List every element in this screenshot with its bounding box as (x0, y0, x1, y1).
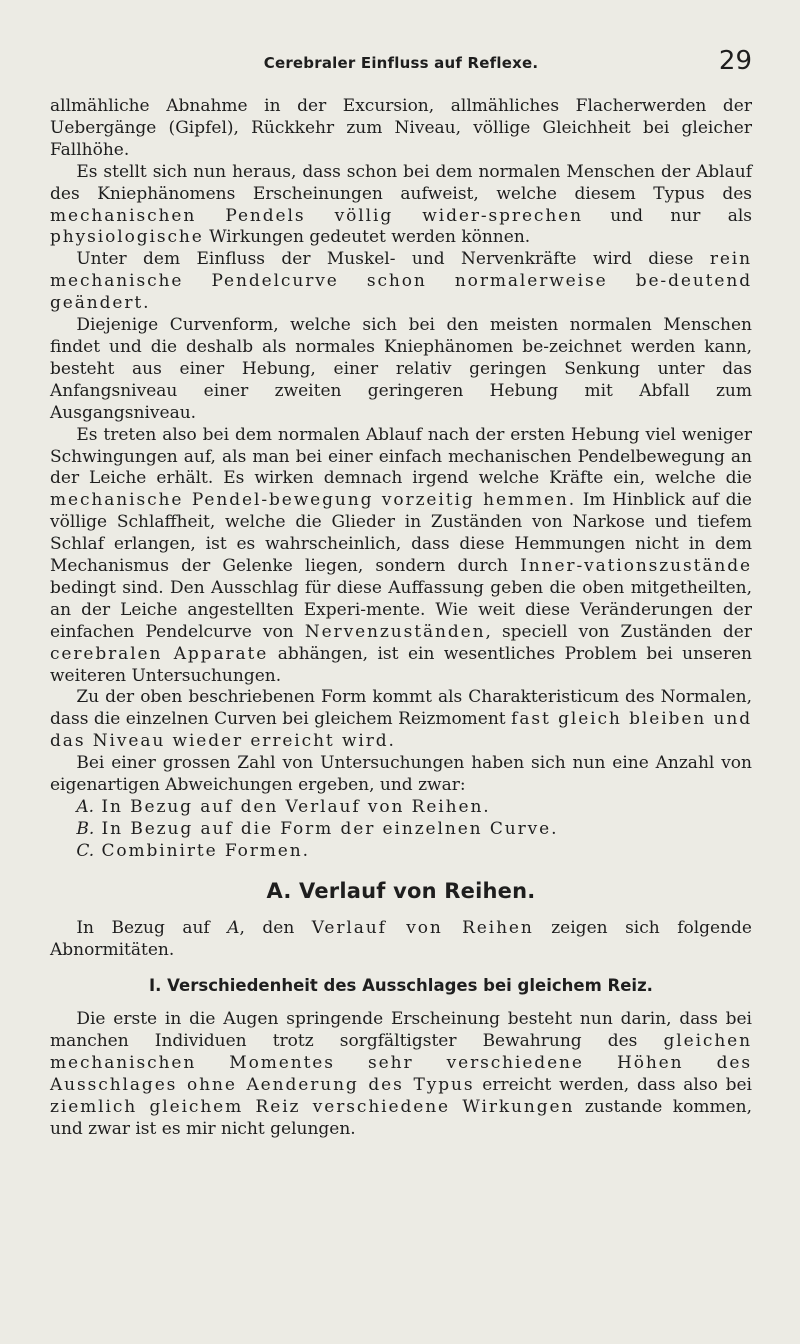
list-item (50, 841, 752, 863)
list-text: In Bezug auf die Form der einzelnen Curve. (94, 818, 559, 839)
text-run: Es treten also bei dem normalen Ablauf nach der ersten Hebung viel weniger Schwingungen auf, als man bei einer einfach mechanischen Pendelbewegung an der Leiche erhält. Es wirken demnach irgend welche Kräfte ein, welche die (50, 424, 752, 489)
text-run: , speciell von Zuständen der (485, 621, 752, 642)
running-title: Cerebraler Einfluss auf Reflexe. (263, 54, 539, 72)
text-run: zustande kommen, und zwar ist es mir nicht gelungen. (50, 1096, 752, 1139)
emphasis-text: fast gleich bleiben und das Niveau wieder erreicht wird. (50, 709, 752, 752)
emphasis-text: Nervenzuständen (304, 621, 486, 642)
page-number: 29 (718, 46, 752, 76)
text-run: Im Hinblick auf die völlige Schlaffheit, welche die Glieder in Zuständen von Narkose und tiefem Schlaf erlangen, ist es wahrscheinlich, dass diese Hemmungen nicht in dem Mechanismus der Gelenke liegen, sondern durch (50, 490, 752, 577)
list-item (50, 797, 752, 819)
paragraph-7: Bei einer grossen Zahl von Untersuchungen haben sich nun eine Anzahl von eigenartigen Abweichungen ergeben, und zwar: (50, 753, 752, 796)
emphasis-letter: A (227, 917, 240, 938)
emphasis-text: gleichen mechanischen Momentes sehr verschiedene Höhen des Ausschlages ohne Aenderung des Typus (50, 1031, 752, 1096)
text-run: zeigen sich folgende Abnormitäten. (50, 917, 752, 960)
emphasis-text: rein mechanische Pendelcurve schon normalerweise be-deutend geändert. (50, 249, 752, 314)
paragraph-3 (50, 249, 752, 315)
list-letter: A. (76, 797, 95, 817)
list-item (50, 819, 752, 841)
paragraph-9 (50, 1009, 752, 1140)
emphasis-text: ziemlich gleichem Reiz verschiedene Wirkungen (50, 1096, 575, 1117)
emphasis-text: Verlauf von Reihen (311, 917, 534, 938)
text-run: , den (239, 917, 312, 938)
subsection-heading: I. Verschiedenheit des Ausschlages bei gleichem Reiz. (149, 976, 653, 996)
emphasis-text: Inner-vationszustände (520, 556, 752, 577)
text-run: In Bezug auf (76, 917, 228, 938)
text-run: Wirkungen gedeutet werden können. (203, 227, 531, 248)
text-run: abhängen, ist ein wesentliches Problem bei unseren weiteren Untersuchungen. (50, 643, 752, 686)
list-text: Combinirte Formen. (94, 840, 310, 861)
text-run: Die erste in die Augen springende Erscheinung besteht nun darin, dass bei manchen Individuen trotz sorgfältigster Bewahrung des (50, 1009, 752, 1052)
emphasis-text: cerebralen Apparate (50, 643, 269, 664)
paragraph-5 (50, 425, 752, 688)
section-heading: A. Verlauf von Reihen. (266, 878, 536, 903)
paragraph-8 (50, 918, 752, 962)
list-text: In Bezug auf den Verlauf von Reihen. (94, 797, 491, 817)
text-run: erreicht werden, dass also bei (474, 1075, 752, 1096)
body-text (50, 96, 752, 1141)
list-letter: C. (76, 840, 95, 861)
paragraph-2 (50, 162, 752, 250)
text-run: und nur als (582, 205, 752, 226)
paragraph-4: Diejenige Curvenform, welche sich bei den meisten normalen Menschen findet und die deshalb als normales Kniephänomen be-zeichnet werden kann, besteht aus einer Hebung, einer relativ geringen Senkung unter das Anfangsniveau einer zweiten geringeren Hebung mit Abfall zum Ausgangsniveau. (50, 315, 752, 423)
emphasis-text: mechanische Pendel-bewegung vorzeitig hemmen. (50, 490, 577, 511)
list-letter: B. (76, 818, 95, 839)
paragraph-1: allmähliche Abnahme in der Excursion, allmähliches Flacherwerden der Uebergänge (Gipfel), Rückkehr zum Niveau, völlige Gleichheit bei gleicher Fallhöhe. (50, 96, 752, 160)
text-run: Zu der oben beschriebenen Form kommt als Charakteristicum des Normalen, dass die einzelnen Curven bei gleichem Reizmoment (50, 687, 752, 730)
paragraph-6 (50, 687, 752, 753)
emphasis-text: physiologische (50, 227, 204, 248)
emphasis-text: mechanischen Pendels völlig wider-sprechen (50, 205, 583, 226)
page-header (50, 46, 752, 86)
text-run: Es stellt sich nun heraus, dass schon bei dem normalen Menschen der Ablauf des Kniephänomens Erscheinungen aufweist, welche diesem Typus des (50, 161, 752, 204)
text-run: bedingt sind. Den Ausschlag für diese Auffassung geben die oben mitgetheilten, an der Leiche angestellten Experi-mente. Wie weit diese Veränderungen der einfachen Pendelcurve von (50, 577, 752, 642)
text-run: Unter dem Einfluss der Muskel- und Nervenkräfte wird diese (76, 249, 710, 270)
